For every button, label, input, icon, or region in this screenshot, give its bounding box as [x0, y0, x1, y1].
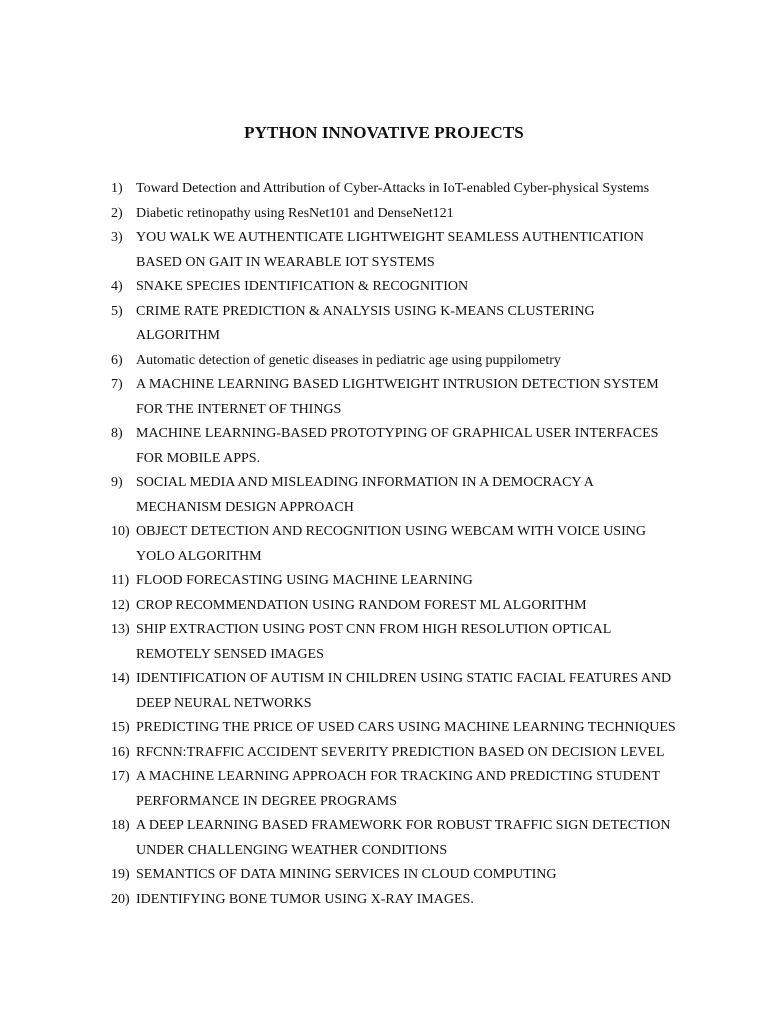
list-item [111, 814, 691, 839]
list-item-number: 20) [111, 891, 130, 907]
list-item-text: SHIP EXTRACTION USING POST CNN FROM HIGH RESOLUTION OPTICAL [136, 622, 612, 637]
list-item-number: 11) [111, 573, 130, 588]
list-item [111, 422, 691, 447]
list-item [111, 618, 691, 643]
list-item [111, 888, 691, 913]
list-item-number: 4) [111, 279, 123, 294]
list-item-indent [111, 545, 136, 570]
list-item-text: CRIME RATE PREDICTION & ANALYSIS USING K-MEANS CLUSTERING [136, 303, 595, 319]
list-item-number: 12) [111, 597, 130, 613]
list-item [111, 398, 691, 423]
list-item-text: Diabetic retinopathy using ResNet101 and DenseNet121 [136, 205, 454, 221]
list-item-indent [111, 324, 136, 349]
list-item-indent [111, 839, 136, 864]
list-item-text: DEEP NEURAL NETWORKS [136, 695, 312, 711]
list-item-indent [111, 692, 136, 717]
document-title: PYTHON INNOVATIVE PROJECTS [244, 123, 524, 142]
list-item-text: SNAKE SPECIES IDENTIFICATION & RECOGNITION [136, 279, 469, 294]
list-item [111, 300, 691, 325]
list-item-text: SEMANTICS OF DATA MINING SERVICES IN CLOUD COMPUTING [136, 867, 557, 882]
list-item-text: BASED ON GAIT IN WEARABLE IOT SYSTEMS [136, 254, 435, 270]
list-item-indent [111, 643, 136, 668]
list-item-number: 10) [111, 524, 130, 539]
list-item-text: A DEEP LEARNING BASED FRAMEWORK FOR ROBUST TRAFFIC SIGN DETECTION [136, 818, 671, 833]
list-item [111, 447, 691, 472]
list-item-text: YOU WALK WE AUTHENTICATE LIGHTWEIGHT SEAMLESS AUTHENTICATION [136, 230, 644, 245]
list-item-indent [111, 790, 136, 815]
list-item-text: FOR MOBILE APPS. [136, 450, 261, 466]
list-item [111, 349, 691, 374]
list-item-indent [111, 398, 136, 423]
list-item-text: RFCNN:TRAFFIC ACCIDENT SEVERITY PREDICTION BASED ON DECISION LEVEL [136, 744, 665, 760]
list-item [111, 692, 691, 717]
list-item-indent [111, 251, 136, 276]
project-list [111, 177, 691, 912]
list-item-number: 8) [111, 426, 123, 441]
list-item-number: 7) [111, 377, 123, 392]
list-item-text: CROP RECOMMENDATION USING RANDOM FOREST ML ALGORITHM [136, 597, 587, 613]
list-item-text: A MACHINE LEARNING APPROACH FOR TRACKING AND PREDICTING STUDENT [136, 769, 660, 784]
list-item [111, 863, 691, 888]
list-item [111, 643, 691, 668]
list-item-text: SOCIAL MEDIA AND MISLEADING INFORMATION IN A DEMOCRACY A [136, 475, 594, 490]
list-item [111, 716, 691, 741]
list-item-number: 3) [111, 230, 123, 245]
list-item [111, 373, 691, 398]
list-item [111, 545, 691, 570]
list-item-number: 19) [111, 867, 130, 882]
list-item-number: 1) [111, 181, 123, 196]
list-item-indent [111, 496, 136, 521]
list-item [111, 520, 691, 545]
list-item-number: 14) [111, 671, 130, 686]
list-item [111, 226, 691, 251]
list-item-text: PERFORMANCE IN DEGREE PROGRAMS [136, 793, 397, 809]
list-item [111, 741, 691, 766]
list-item [111, 251, 691, 276]
list-item-text: PREDICTING THE PRICE OF USED CARS USING MACHINE LEARNING TECHNIQUES [136, 720, 676, 735]
list-item-number: 13) [111, 622, 130, 637]
list-item [111, 667, 691, 692]
list-item [111, 471, 691, 496]
list-item-number: 15) [111, 720, 130, 735]
list-item [111, 202, 691, 227]
list-item [111, 496, 691, 521]
list-item-text: A MACHINE LEARNING BASED LIGHTWEIGHT INTRUSION DETECTION SYSTEM [136, 377, 659, 392]
list-item [111, 790, 691, 815]
list-item-number: 18) [111, 818, 130, 833]
list-item-indent [111, 447, 136, 472]
list-item [111, 324, 691, 349]
list-item [111, 177, 691, 202]
list-item-number: 2) [111, 205, 123, 221]
list-item [111, 839, 691, 864]
list-item [111, 594, 691, 619]
list-item-number: 6) [111, 352, 123, 368]
list-item-text: OBJECT DETECTION AND RECOGNITION USING WEBCAM WITH VOICE USING [136, 524, 646, 539]
list-item-text: FOR THE INTERNET OF THINGS [136, 401, 342, 417]
list-item-text: MACHINE LEARNING-BASED PROTOTYPING OF GRAPHICAL USER INTERFACES [136, 426, 659, 441]
list-item-text: FLOOD FORECASTING USING MACHINE LEARNING [136, 573, 473, 588]
list-item-number: 5) [111, 303, 123, 319]
list-item-text: IDENTIFICATION OF AUTISM IN CHILDREN USING STATIC FACIAL FEATURES AND [136, 671, 672, 686]
list-item-text: UNDER CHALLENGING WEATHER CONDITIONS [136, 842, 448, 858]
list-item-text: IDENTIFYING BONE TUMOR USING X-RAY IMAGES. [136, 891, 474, 907]
list-item-number: 17) [111, 769, 130, 784]
list-item-text: YOLO ALGORITHM [136, 548, 262, 564]
list-item-number: 9) [111, 475, 123, 490]
list-item [111, 275, 691, 300]
list-item [111, 765, 691, 790]
list-item-text: REMOTELY SENSED IMAGES [136, 646, 324, 662]
list-item-text: MECHANISM DESIGN APPROACH [136, 499, 354, 515]
list-item-text: ALGORITHM [136, 328, 220, 343]
list-item [111, 569, 691, 594]
list-item-text: Toward Detection and Attribution of Cyber-Attacks in IoT-enabled Cyber-physical Systems [136, 181, 650, 196]
list-item-number: 16) [111, 744, 130, 760]
list-item-text: Automatic detection of genetic diseases in pediatric age using puppilometry [136, 352, 561, 368]
